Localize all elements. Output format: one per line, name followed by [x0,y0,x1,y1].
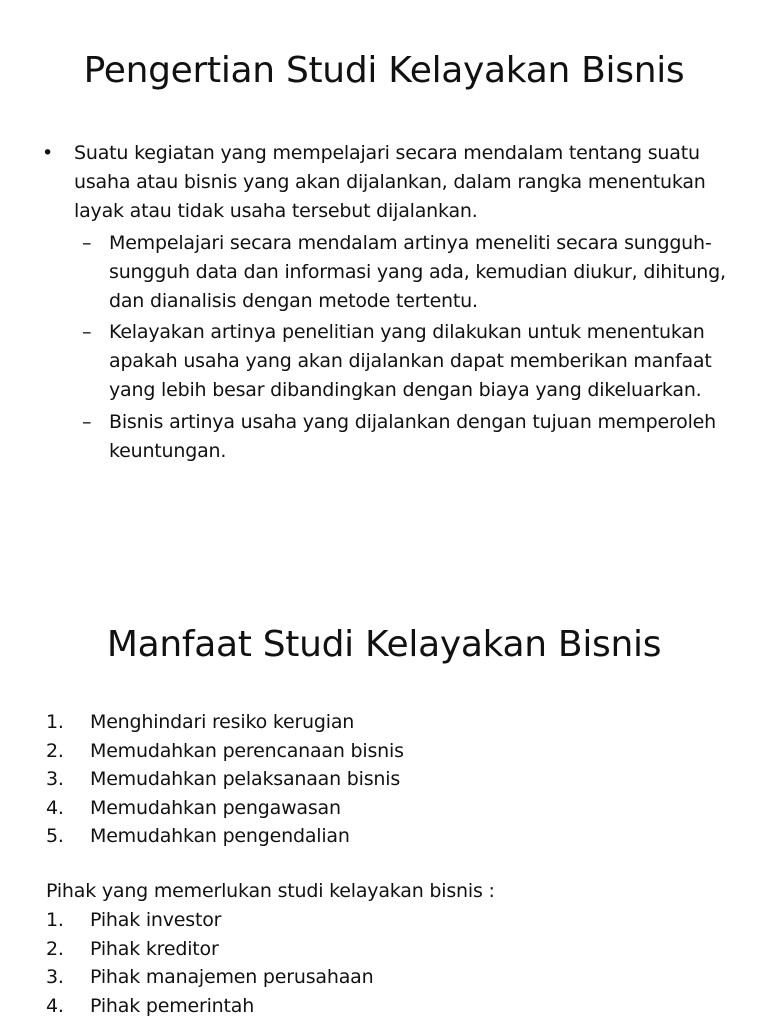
list-number: 1. [46,711,64,733]
slide-manfaat [0,512,768,1024]
parties-heading: Pihak yang memerlukan studi kelayakan bisnis : [46,880,495,902]
list-number: 4. [46,796,64,819]
sub-bullet [82,318,742,405]
list-item-label: Memudahkan perencanaan bisnis [90,739,404,762]
dash-marker: – [82,411,92,433]
bullet-marker: • [42,142,54,164]
main-bullet-text: Suatu kegiatan yang mempelajari secara mendalam tentang suatu usaha atau bisnis yang akan dijalankan, dalam rangka menentukan layak atau tidak usaha tersebut dijalankan. [74,142,706,222]
sub-bullet-text: Bisnis artinya usaha yang dijalankan dengan tujuan memperoleh keuntungan. [109,411,716,462]
dash-marker: – [82,321,92,343]
dash-marker: – [82,232,92,254]
slide-title: Manfaat Studi Kelayakan Bisnis [106,624,662,665]
slide-title: Pengertian Studi Kelayakan Bisnis [83,50,685,91]
list-number: 2. [46,937,64,960]
list-item-label: Memudahkan pengendalian [90,825,350,847]
sub-bullet-text: Mempelajari secara mendalam artinya meneliti secara sungguh-sungguh data dan informasi yang ada, kemudian diukur, dihitung, dan dianalisis dengan metode tertentu. [109,232,726,312]
list-item-label: Pihak manajemen perusahaan [90,966,374,988]
list-item-label: Memudahkan pengawasan [90,796,341,819]
sub-bullet [82,408,742,466]
main-bullet [42,139,722,226]
list-item-label: Pihak kreditor [90,937,219,960]
list-number: 2. [46,739,64,762]
list-number: 3. [46,966,64,988]
sub-bullet [82,229,742,316]
list-item-label: Pihak investor [90,909,222,931]
list-number: 5. [46,825,64,847]
list-number: 1. [46,909,64,931]
list-item-label: Pihak pemerintah [90,994,255,1017]
list-number: 3. [46,768,64,790]
sub-bullet-text: Kelayakan artinya penelitian yang dilakukan untuk menentukan apakah usaha yang akan dijalankan dapat memberikan manfaat yang lebih besar dibandingkan dengan biaya yang dikeluarkan. [109,321,712,401]
list-item-label: Menghindari resiko kerugian [90,711,355,733]
list-item-label: Memudahkan pelaksanaan bisnis [90,768,401,790]
list-number: 4. [46,994,64,1017]
